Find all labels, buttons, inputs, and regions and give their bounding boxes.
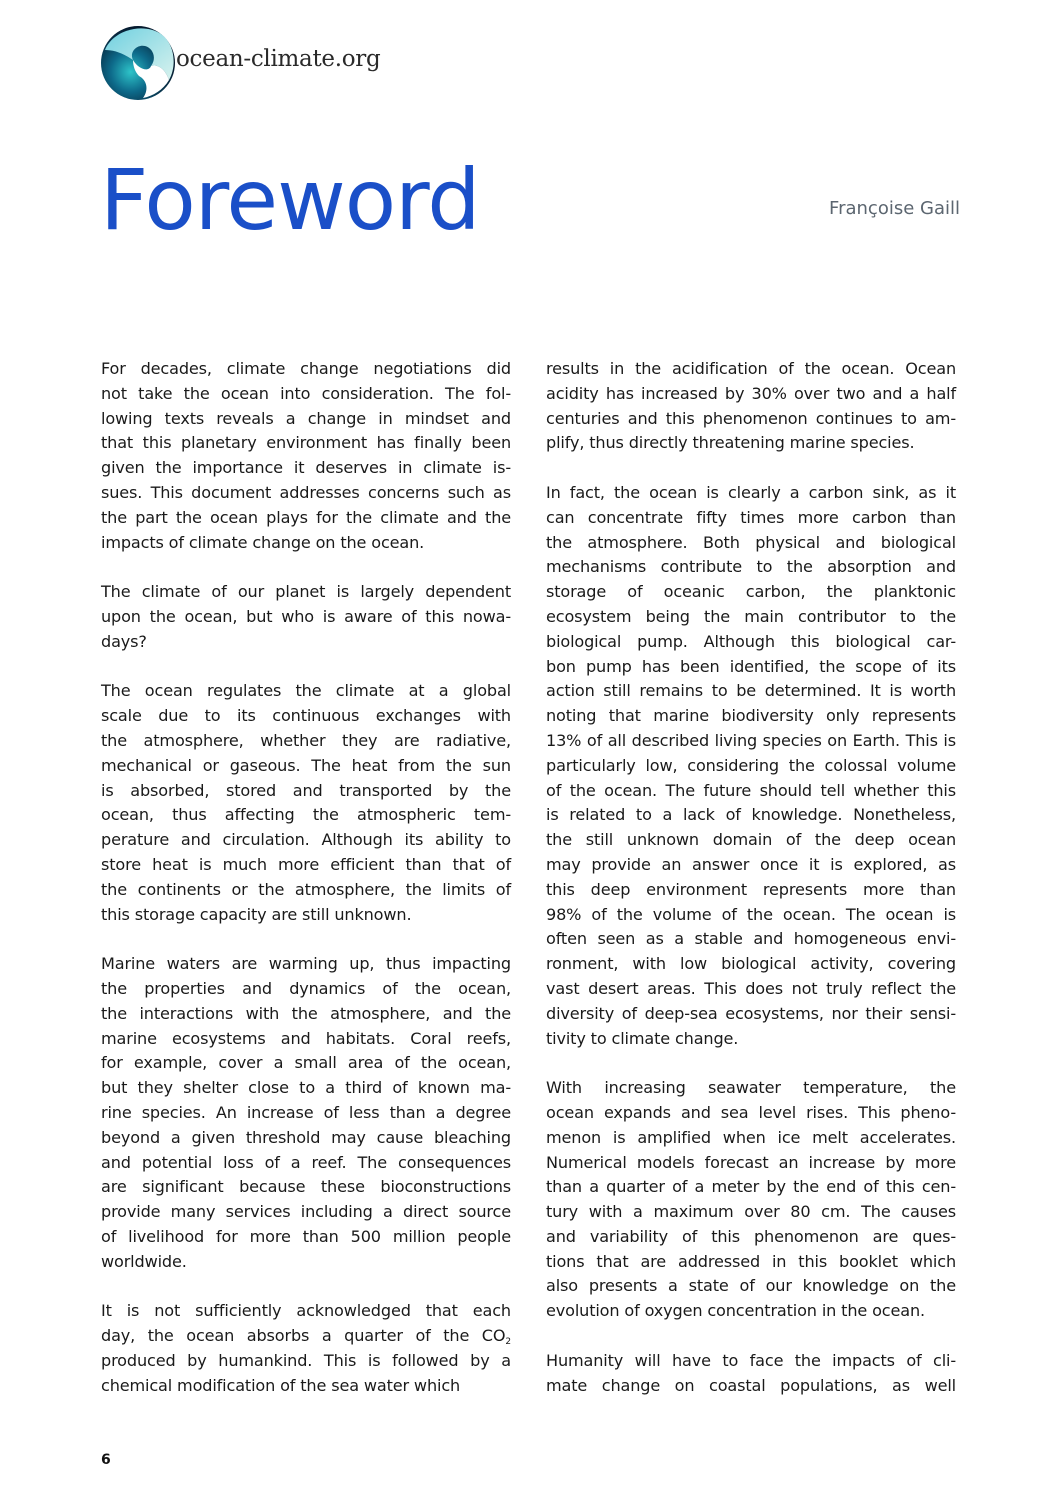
- text-line: ocean expands and sea level rises. This pheno-: [546, 1102, 956, 1122]
- text-line: noting that marine biodiversity only represents: [546, 706, 956, 726]
- text-line: the atmosphere. Both physical and biological: [546, 532, 956, 552]
- text-line: store heat is much more efficient than that of: [101, 854, 511, 874]
- text-line: biological pump. Although this biological car-: [546, 631, 956, 651]
- text-line: produced by humankind. This is followed by a: [101, 1350, 511, 1370]
- text-line: perature and circulation. Although its ability to: [101, 830, 511, 850]
- text-line: acidity has increased by 30% over two and a half: [546, 383, 956, 403]
- text-line: days?: [101, 631, 147, 651]
- text-line: tivity to climate change.: [546, 1028, 739, 1048]
- text-line: ocean, thus affecting the atmospheric tem-: [101, 805, 511, 825]
- text-line: evolution of oxygen concentration in the ocean.: [546, 1301, 925, 1321]
- text-line: day, the ocean absorbs a quarter of the $CO_2$: [101, 1326, 511, 1348]
- text-line: but they shelter close to a third of known ma-: [101, 1078, 511, 1098]
- page-title: Foreword: [100, 151, 480, 249]
- text-line: Humanity will have to face the impacts of cli-: [546, 1350, 956, 1370]
- paragraph: [101, 679, 511, 927]
- text-line: impacts of climate change on the ocean.: [101, 532, 425, 552]
- text-line: and potential loss of a reef. The consequences: [101, 1152, 511, 1172]
- text-line: sues. This document addresses concerns such as: [101, 482, 511, 502]
- text-line: tury with a maximum over 80 cm. The causes: [546, 1202, 956, 1222]
- text-line: storage of oceanic carbon, the planktonic: [546, 582, 956, 602]
- text-line: chemical modification of the sea water which: [101, 1375, 461, 1395]
- text-line: ecosystem being the main contributor to the: [546, 606, 956, 626]
- text-line: menon is amplified when ice melt accelerates.: [546, 1127, 956, 1147]
- text-line: this storage capacity are still unknown.: [101, 904, 412, 924]
- author-name: Françoise Gaill: [829, 198, 960, 219]
- text-line: of the ocean. The future should tell whether this: [546, 780, 956, 800]
- text-line: the continents or the atmosphere, the limits of: [101, 879, 511, 899]
- text-line: the interactions with the atmosphere, and the: [101, 1003, 511, 1023]
- paragraph: [101, 580, 511, 654]
- page-number: 6: [101, 1452, 111, 1468]
- site-name: ocean-climate.org: [176, 46, 381, 72]
- text-line: upon the ocean, but who is aware of this nowa-: [101, 606, 511, 626]
- text-line: scale due to its continuous exchanges with: [101, 706, 511, 726]
- text-line: the atmosphere, whether they are radiative,: [101, 730, 511, 750]
- text-line: vast desert areas. This does not truly reflect the: [546, 978, 956, 998]
- text-line: With increasing seawater temperature, the: [546, 1078, 956, 1098]
- text-line: It is not sufficiently acknowledged that each: [101, 1301, 511, 1321]
- text-line: bon pump has been identified, the scope of its: [546, 656, 956, 676]
- text-line: that this planetary environment has finally been: [101, 433, 511, 453]
- text-line: For decades, climate change negotiations did: [101, 359, 511, 378]
- text-line: of livelihood for more than 500 million people: [101, 1226, 511, 1246]
- text-line: Marine waters are warming up, thus impacting: [101, 954, 511, 974]
- text-line: also presents a state of our knowledge on the: [546, 1276, 956, 1296]
- text-line: lowing texts reveals a change in mindset and: [101, 408, 511, 428]
- ocean-wave-globe-icon: [99, 24, 177, 102]
- text-line: mechanisms contribute to the absorption and: [546, 557, 956, 577]
- paragraph: [546, 1076, 956, 1324]
- text-line: provide many services including a direct source: [101, 1202, 511, 1222]
- text-line: is related to a lack of knowledge. Nonetheless,: [546, 805, 956, 825]
- text-line: diversity of deep-sea ecosystems, nor their sensi-: [546, 1003, 956, 1023]
- text-line: this deep environment represents more than: [546, 879, 956, 899]
- paragraph: [546, 357, 956, 456]
- text-line: rine species. An increase of less than a degree: [101, 1102, 511, 1122]
- paragraph: [101, 357, 511, 555]
- paragraph: [101, 952, 511, 1274]
- paragraph: [546, 481, 956, 1051]
- text-line: tions that are addressed in this booklet which: [546, 1251, 956, 1271]
- text-line: the properties and dynamics of the ocean,: [101, 978, 511, 998]
- text-line: 98% of the volume of the ocean. The ocean is: [546, 904, 956, 924]
- text-line: The climate of our planet is largely dependent: [101, 582, 511, 602]
- text-line: marine ecosystems and habitats. Coral reefs,: [101, 1028, 511, 1048]
- text-line: Numerical models forecast an increase by more: [546, 1152, 956, 1172]
- text-line: centuries and this phenomenon continues to am-: [546, 408, 956, 428]
- text-line: ronment, with low biological activity, covering: [546, 954, 956, 974]
- text-line: beyond a given threshold may cause bleaching: [101, 1127, 511, 1147]
- text-line: the still unknown domain of the deep ocean: [546, 830, 956, 850]
- text-line: 13% of all described living species on Earth. This is: [546, 730, 956, 750]
- text-line: worldwide.: [101, 1251, 187, 1271]
- paragraph: [546, 1349, 956, 1399]
- text-line: mate change on coastal populations, as well: [546, 1375, 956, 1395]
- text-line: In fact, the ocean is clearly a carbon sink, as it: [546, 482, 956, 502]
- text-line: can concentrate fifty times more carbon than: [546, 507, 956, 527]
- text-line: results in the acidification of the ocean. Ocean: [546, 359, 956, 378]
- text-line: plify, thus directly threatening marine species.: [546, 433, 915, 453]
- text-column-left: [101, 357, 511, 1423]
- text-line: the part the ocean plays for the climate and the: [101, 507, 511, 527]
- text-line: and variability of this phenomenon are ques-: [546, 1226, 956, 1246]
- text-line: The ocean regulates the climate at a global: [101, 681, 511, 701]
- text-line: often seen as a stable and homogeneous envi-: [546, 929, 956, 949]
- text-line: may provide an answer once it is explored, as: [546, 854, 956, 874]
- text-line: for example, cover a small area of the ocean,: [101, 1053, 511, 1073]
- text-line: is absorbed, stored and transported by the: [101, 780, 511, 800]
- text-line: given the importance it deserves in climate is-: [101, 458, 511, 478]
- text-line: than a quarter of a meter by the end of this cen-: [546, 1177, 956, 1197]
- text-line: are significant because these bioconstructions: [101, 1177, 511, 1197]
- paragraph: [101, 1299, 511, 1398]
- text-column-right: [546, 357, 956, 1423]
- text-line: action still remains to be determined. It is worth: [546, 681, 956, 701]
- text-line: not take the ocean into consideration. The fol-: [101, 383, 511, 403]
- text-line: mechanical or gaseous. The heat from the sun: [101, 755, 511, 775]
- text-line: particularly low, considering the colossal volume: [546, 755, 956, 775]
